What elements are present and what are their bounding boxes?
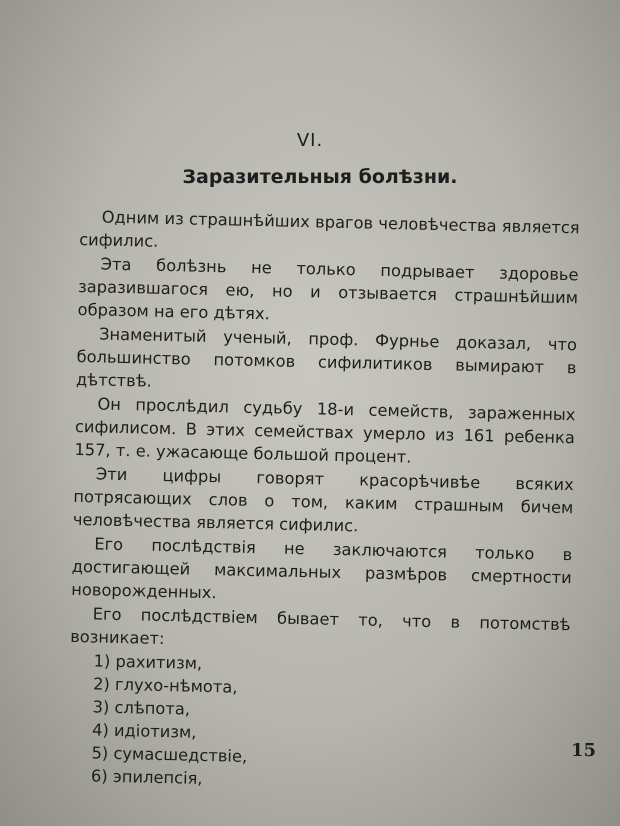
paragraph: Его послѣдствіем бывает то, что в потомствѣ возникает: bbox=[69, 604, 571, 649]
list-item: 3) слѣпота, bbox=[92, 697, 191, 719]
chapter-number: VI. bbox=[296, 130, 324, 151]
list-item: 4) идіотизм, bbox=[91, 720, 197, 742]
list-item: 5) сумасшедствіе, bbox=[91, 743, 248, 766]
page-number: 15 bbox=[571, 740, 597, 761]
paragraph: Он прослѣдил судьбу 18-и семейств, зараженных сифилисом. В этих семействах умерло из 161 ребенка 157, т. е. ужасающе большой процент. bbox=[74, 394, 576, 467]
paragraph: Эти цифры говорят красорѣчивѣе всяких потрясающих слов о том, каким страшным бичем человѣчества является сифилис. bbox=[72, 464, 574, 536]
paragraph: Одним из страшнѣйших врагов человѣчества является сифилис. bbox=[79, 207, 580, 251]
paragraph: Его послѣдствія не заключаются только в достигающей максимальных размѣров смертности новорожденных. bbox=[71, 534, 573, 603]
paragraph: Эта болѣзнь не только подрывает здоровье заразившагося ею, но и отзывается страшнѣйшим образом на его дѣтях. bbox=[77, 254, 579, 324]
consequences-list bbox=[67, 649, 570, 798]
list-item: 6) эпилепсія, bbox=[90, 766, 203, 788]
chapter-title: Заразительныя болѣзни. bbox=[182, 166, 458, 188]
paragraph: Знаменитый ученый, проф. Фурнье доказал, что большинство потомков сифилитиков вымирают в дѣтствѣ. bbox=[75, 324, 578, 391]
list-item: 2) глухо-нѣмота, bbox=[92, 674, 238, 697]
list-item: 1) рахитизм, bbox=[93, 651, 203, 673]
page-body bbox=[67, 205, 580, 798]
